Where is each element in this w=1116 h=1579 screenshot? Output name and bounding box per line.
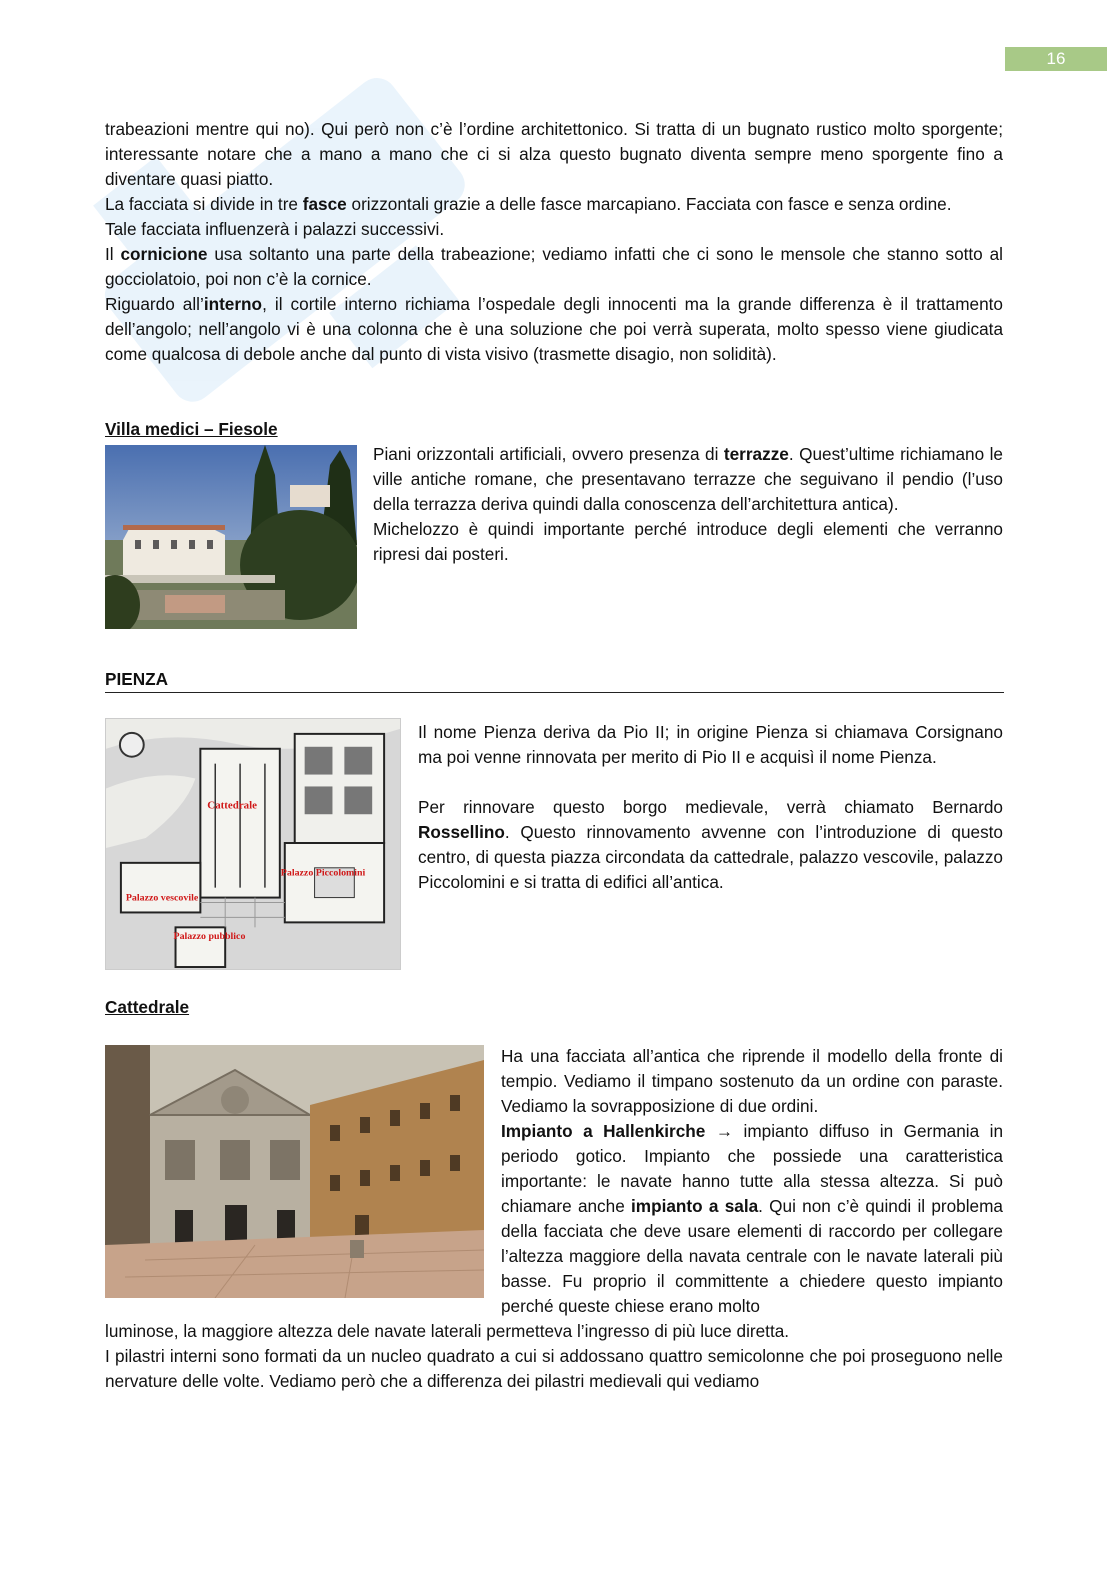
- intro-paragraph-4: Il cornicione usa soltanto una parte della trabeazione; vediamo infatti che ci sono le mensole che stanno sotto al gocciolatoio, poi non c’è la cornice.: [105, 244, 1004, 289]
- villa-heading: Villa medici – Fiesole: [105, 419, 278, 439]
- pienza-paragraph-1: Il nome Pienza deriva da Pio II; in origine Pienza si chiamava Corsignano ma poi venne rinnovata per merito di Pio II e acquisì il nome Pienza.: [418, 722, 1003, 767]
- intro-paragraph-2: La facciata si divide in tre fasce orizzontali grazie a delle fasce marcapiano. Facciata con fasce e senza ordine.: [105, 194, 952, 214]
- pienza-plan-map: [105, 718, 401, 970]
- villa-text: [373, 442, 1003, 567]
- map-label-pubblico: Palazzo pubblico: [173, 931, 246, 943]
- cattedrale-full-text: [105, 1319, 1003, 1394]
- map-label-cattedrale: Cattedrale: [207, 799, 258, 812]
- villa-paragraph-2: Michelozzo è quindi importante perché introduce degli elementi che verranno ripresi dai posteri.: [373, 519, 1003, 564]
- villa-photo: [105, 445, 357, 629]
- cattedrale-paragraph-1: Ha una facciata all’antica che riprende il modello della fronte di tempio. Vediamo il timpano sostenuto da un ordine con paraste. Vediamo la sovrapposizione di due ordini.: [501, 1046, 1003, 1116]
- intro-paragraph-1: trabeazioni mentre qui no). Qui però non c’è l’ordine architettonico. Si tratta di un bugnato rustico molto sporgente; interessante notare che a mano a mano che ci si alza questo bugnato diventa sempre meno sporgente fino a diventare quasi piatto.: [105, 119, 1003, 189]
- pienza-paragraph-2: Per rinnovare questo borgo medievale, verrà chiamato Bernardo Rossellino. Questo rinnovamento avvenne con l’introduzione di questo centro, di questa piazza circondata da cattedrale, palazzo vescovile, palazzo Piccolomini e si tratta di edifici all’antica.: [418, 797, 1003, 892]
- page-number: 16: [1005, 47, 1107, 71]
- intro-paragraph-3: Tale facciata influenzerà i palazzi successivi.: [105, 219, 445, 239]
- intro-paragraph-5: Riguardo all’interno, il cortile interno richiama l’ospedale degli innocenti ma la grande differenza è il trattamento dell’angolo; nell’angolo vi è una colonna che è una soluzione che poi verrà superata, molto spesso viene giudicata come qualcosa di debole anche dal punto di vista visivo (trasmette disagio, non solidità).: [105, 294, 1003, 364]
- cattedrale-photo: [105, 1045, 484, 1298]
- map-label-vescovile: Palazzo vescovile: [125, 892, 199, 904]
- cattedrale-paragraph-2: Impianto a Hallenkirche → impianto diffuso in Germania in periodo gotico. Impianto che possiede una caratteristica importante: le navate hanno tutte alla stessa altezza. Si può chiamare anche impianto a sala. Qui non c’è quindi il problema della facciata che deve usare elementi di raccordo per collegare l’altezza maggiore della navata centrale con le navate laterali più basse. Fu proprio il committente a chiedere questo impianto perché queste chiese erano molto: [501, 1121, 1003, 1316]
- cattedrale-heading: Cattedrale: [105, 997, 190, 1017]
- pienza-heading: PIENZA: [105, 669, 169, 689]
- villa-paragraph-1: Piani orizzontali artificiali, ovvero presenza di terrazze. Quest’ultime richiamano le ville antiche romane, che presentavano terrazze che seguivano il pendio (l’uso della terrazza deriva quindi dalla conoscenza dell’architettura antica).: [373, 444, 1003, 514]
- pienza-text: [418, 720, 1003, 895]
- cattedrale-paragraph-3: luminose, la maggiore altezza dele navate laterali permetteva l’ingresso di più luce diretta.: [105, 1321, 790, 1341]
- section-divider: [105, 692, 1004, 693]
- cattedrale-side-text: [501, 1044, 1003, 1319]
- cattedrale-paragraph-4: I pilastri interni sono formati da un nucleo quadrato a cui si addossano quattro semicolonne che poi proseguono nelle nervature delle volte. Vediamo però che a differenza dei pilastri medievali qui vediamo: [105, 1346, 1003, 1391]
- map-label-piccolomini: Palazzo Piccolomini: [280, 867, 366, 879]
- intro-text: [105, 117, 1003, 367]
